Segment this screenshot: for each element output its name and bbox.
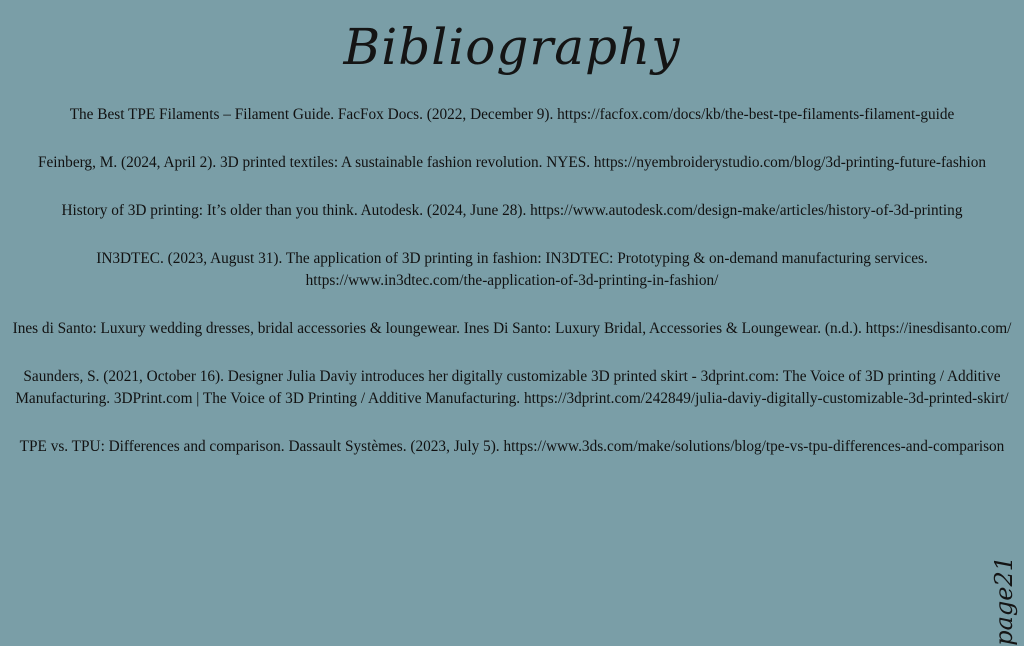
reference-item: TPE vs. TPU: Differences and comparison. Dassault Systèmes. (2023, July 5). https://www.3ds.com/make/solutions/blog/tpe-vs-tpu-differences-and-comparison (19, 438, 1005, 455)
reference-item: Ines di Santo: Luxury wedding dresses, bridal accessories & loungewear. Ines Di Santo: Luxury Bridal, Accessories & Loungewear. (n.d.). https://inesdisanto.com/ (12, 320, 1012, 337)
slide-title: Bibliography (343, 18, 681, 76)
reference-item: History of 3D printing: It’s older than you think. Autodesk. (2024, June 28). https://www.autodesk.com/design-make/articles/history-of-3d-printing (61, 202, 963, 219)
page-number-label: page21 (990, 556, 1018, 646)
reference-item: The Best TPE Filaments – Filament Guide. FacFox Docs. (2022, December 9). https://facfox.com/docs/kb/the-best-tpe-filaments-filament-guide (69, 106, 955, 123)
reference-list (0, 104, 1024, 484)
reference-item: Saunders, S. (2021, October 16). Designer Julia Daviy introduces her digitally customizable 3D printed skirt - 3dprint.com: The Voice of 3D printing / Additive Manufacturing. 3DPrint.com | The Voice of 3D Printing / Additive Manufacturing. https://3dprint.com/242849/julia-daviy-digitally-customizable-3d-printed-skirt/ (15, 368, 1009, 407)
reference-item: IN3DTEC. (2023, August 31). The application of 3D printing in fashion: IN3DTEC: Prototyping & on-demand manufacturing services. https://www.in3dtec.com/the-application-of-3d-printing-in-fashion/ (96, 250, 928, 289)
reference-item: Feinberg, M. (2024, April 2). 3D printed textiles: A sustainable fashion revolution. NYES. https://nyembroiderystudio.com/blog/3d-printing-future-fashion (37, 154, 986, 171)
